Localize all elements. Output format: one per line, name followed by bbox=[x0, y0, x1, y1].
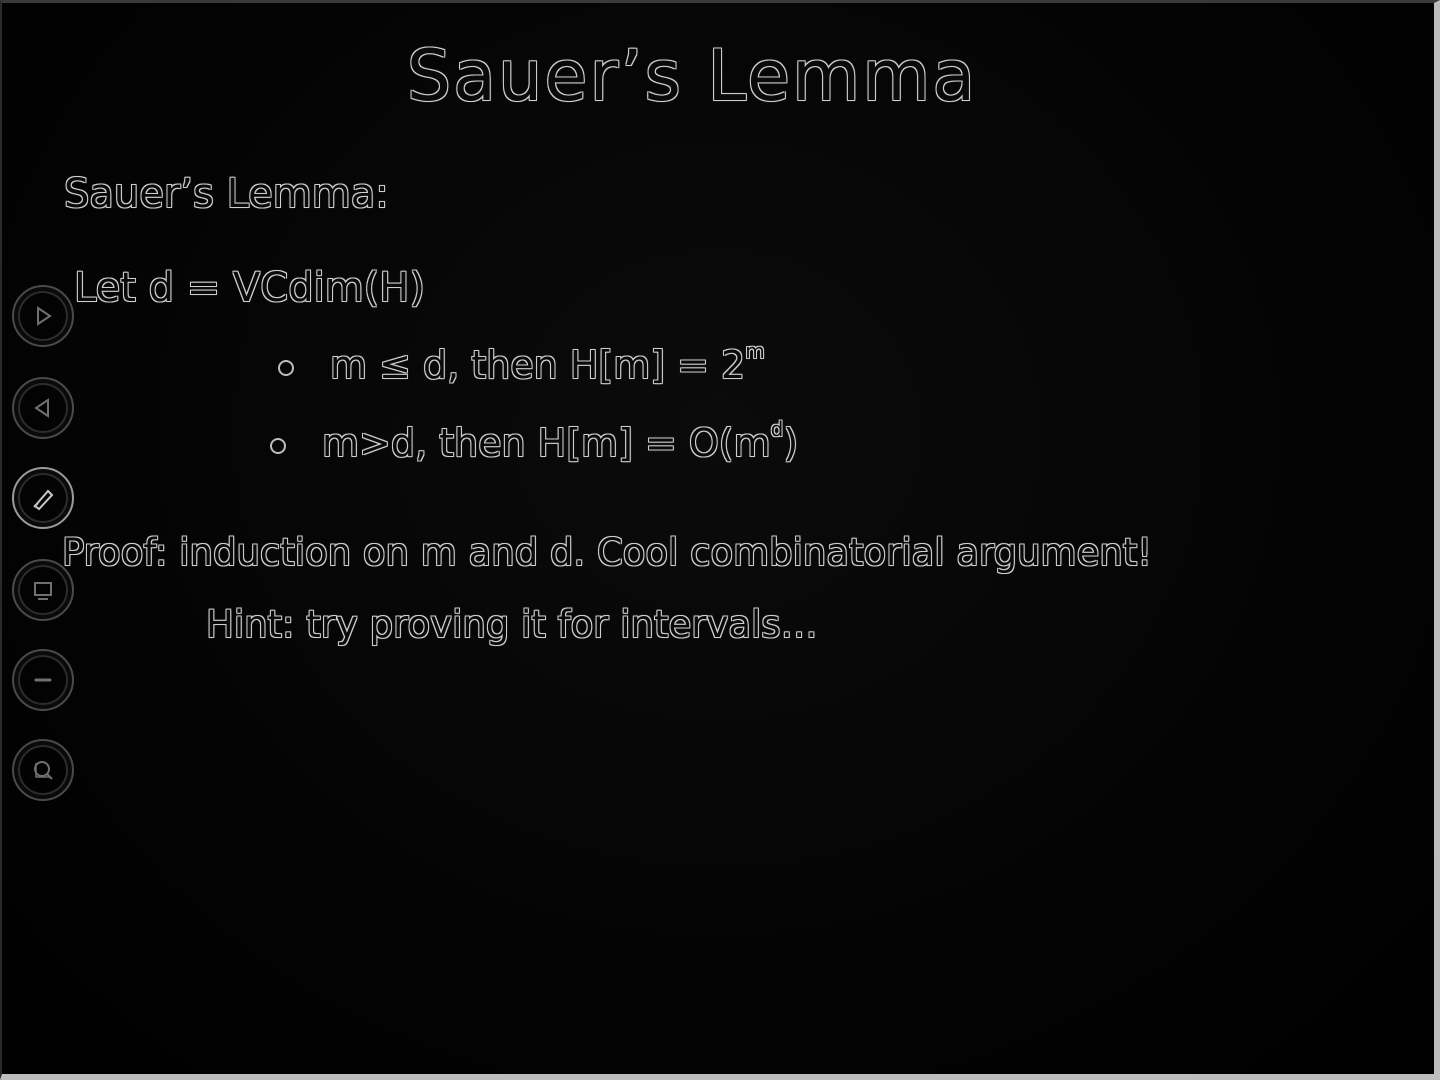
bullet-dot-icon bbox=[270, 438, 286, 454]
bullet-text: m>d, then H[m] = O(m bbox=[322, 421, 771, 465]
pen-tool-button[interactable] bbox=[12, 467, 74, 529]
bullet-superscript: m bbox=[745, 339, 765, 363]
pen-icon bbox=[28, 483, 58, 513]
bullet-text: m ≤ d, then H[m] = 2 bbox=[330, 343, 746, 387]
previous-slide-button[interactable] bbox=[12, 377, 74, 439]
let-definition: Let d = VCdim(H) bbox=[74, 265, 425, 311]
bullet-superscript: d bbox=[770, 417, 784, 441]
slides-menu-button[interactable] bbox=[12, 559, 74, 621]
play-right-icon bbox=[28, 301, 58, 331]
zoom-button[interactable] bbox=[12, 739, 74, 801]
bullet-tail: ) bbox=[783, 421, 799, 465]
proof-line: Proof: induction on m and d. Cool combinatorial argument! bbox=[62, 531, 1153, 574]
slide-title: Sauer’s Lemma bbox=[406, 35, 978, 117]
play-left-icon bbox=[28, 393, 58, 423]
next-slide-button[interactable] bbox=[12, 285, 74, 347]
ellipsis-icon bbox=[28, 665, 58, 695]
hint-line: Hint: try proving it for intervals… bbox=[206, 603, 818, 646]
lemma-heading: Sauer’s Lemma: bbox=[64, 171, 389, 217]
bullet-dot-icon bbox=[278, 360, 294, 376]
bullet-item bbox=[278, 339, 765, 387]
bullet-item bbox=[270, 417, 798, 465]
more-options-button[interactable] bbox=[12, 649, 74, 711]
slides-icon bbox=[28, 575, 58, 605]
zoom-icon bbox=[28, 755, 58, 785]
